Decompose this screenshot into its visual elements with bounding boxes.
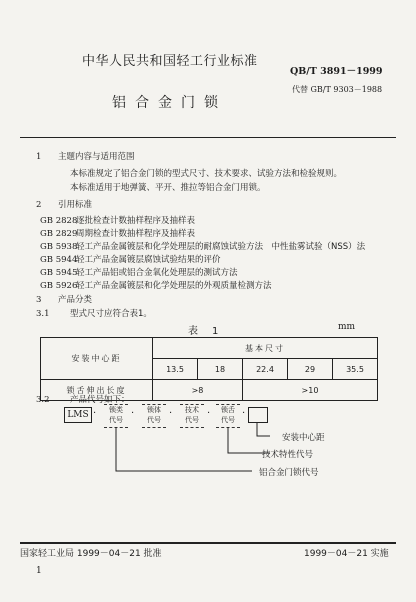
size-cell: 35.5	[333, 359, 378, 380]
reference-title: 轻工产品金属镀层和化学处理层的耐腐蚀试验方法 中性盐雾试验（NSS）法	[76, 242, 366, 252]
code-separator: ·	[169, 408, 173, 419]
code-box-char: 代号	[185, 416, 199, 424]
size-cell: 29	[288, 359, 333, 380]
section-1-paragraph: 本标准规定了铝合金门锁的型式尺寸、技术要求、试验方法和检验规则。	[70, 169, 343, 179]
subsection-text: 型式尺寸应符合表1。	[70, 309, 152, 319]
code-box-char: 技术	[185, 406, 199, 414]
page-number: 1	[36, 566, 42, 576]
reference-code: GB 5944	[40, 255, 78, 265]
code-box-char: 锁体	[147, 406, 161, 414]
legend-center-distance: 安装中心距	[282, 433, 325, 443]
reference-code: GB 2828	[40, 216, 78, 226]
standard-name: 中华人民共和国轻工行业标准	[82, 54, 258, 69]
section-title: 产品分类	[58, 295, 93, 305]
code-separator: ·	[93, 408, 97, 419]
size-cell: 22.4	[243, 359, 288, 380]
extension-cell: >8	[153, 380, 243, 401]
document-title: 铝合金门锁	[112, 95, 227, 111]
code-separator: ·	[242, 408, 246, 419]
reference-code: GB 5938	[40, 242, 78, 252]
subsection-number: 3.1	[36, 309, 50, 319]
reference-title: 轻工产品金属镀层和化学处理层的外观质量检测方法	[76, 281, 272, 291]
section-number: 3	[36, 295, 42, 305]
section-number: 2	[36, 200, 42, 210]
table-caption: 表 1	[188, 326, 221, 337]
section-number: 1	[36, 152, 42, 162]
subsection-number: 3.2	[36, 395, 50, 405]
reference-title: 逐批检查计数抽样程序及抽样表	[76, 216, 196, 226]
reference-title: 周期检查计数抽样程序及抽样表	[76, 229, 196, 239]
code-prefix-box: LMS	[64, 407, 92, 423]
code-box-char: 锁类	[109, 406, 123, 414]
legend-technical-code: 技术特性代号	[262, 450, 314, 460]
legend-product-code: 铝合金门锁代号	[259, 468, 319, 478]
basic-size-header: 基本尺寸	[153, 338, 378, 359]
code-box-char: 锁舌	[221, 406, 235, 414]
code-box-char: 代号	[147, 416, 161, 424]
approval-line: 国家轻工业局 1999－04－21 批准	[20, 549, 162, 559]
code-separator: ·	[131, 408, 135, 419]
effective-date: 1999－04－21 实施	[304, 549, 389, 559]
section-1-paragraph: 本标准适用于地弹簧、平开、推拉等铝合金门用锁。	[70, 183, 266, 193]
table-unit: mm	[338, 322, 356, 332]
extension-cell: >10	[243, 380, 378, 401]
standard-code: QB/T 3891－1999	[290, 66, 383, 77]
reference-code: GB 2829	[40, 229, 78, 239]
code-separator: ·	[207, 408, 211, 419]
reference-title: 轻工产品金属镀层腐蚀试验结果的评价	[76, 255, 221, 265]
reference-code: GB 5945	[40, 268, 78, 278]
row-label-bolt-extension: 锁舌伸出长度	[41, 380, 153, 401]
row-label-center-distance: 安装中心距	[41, 338, 153, 380]
section-title: 引用标准	[58, 200, 93, 210]
size-cell: 13.5	[153, 359, 198, 380]
subsection-text: 产品代号如下：	[70, 395, 130, 405]
section-title: 主题内容与适用范围	[58, 152, 135, 162]
size-cell: 18	[198, 359, 243, 380]
reference-code: GB 5926	[40, 281, 78, 291]
code-box-char: 代号	[221, 416, 235, 424]
code-box-char: 代号	[109, 416, 123, 424]
reference-title: 轻工产品铝或铝合金氧化处理层的测试方法	[76, 268, 238, 278]
replaces-note: 代替 GB/T 9303－1988	[292, 85, 383, 94]
footer-rule	[20, 542, 396, 544]
